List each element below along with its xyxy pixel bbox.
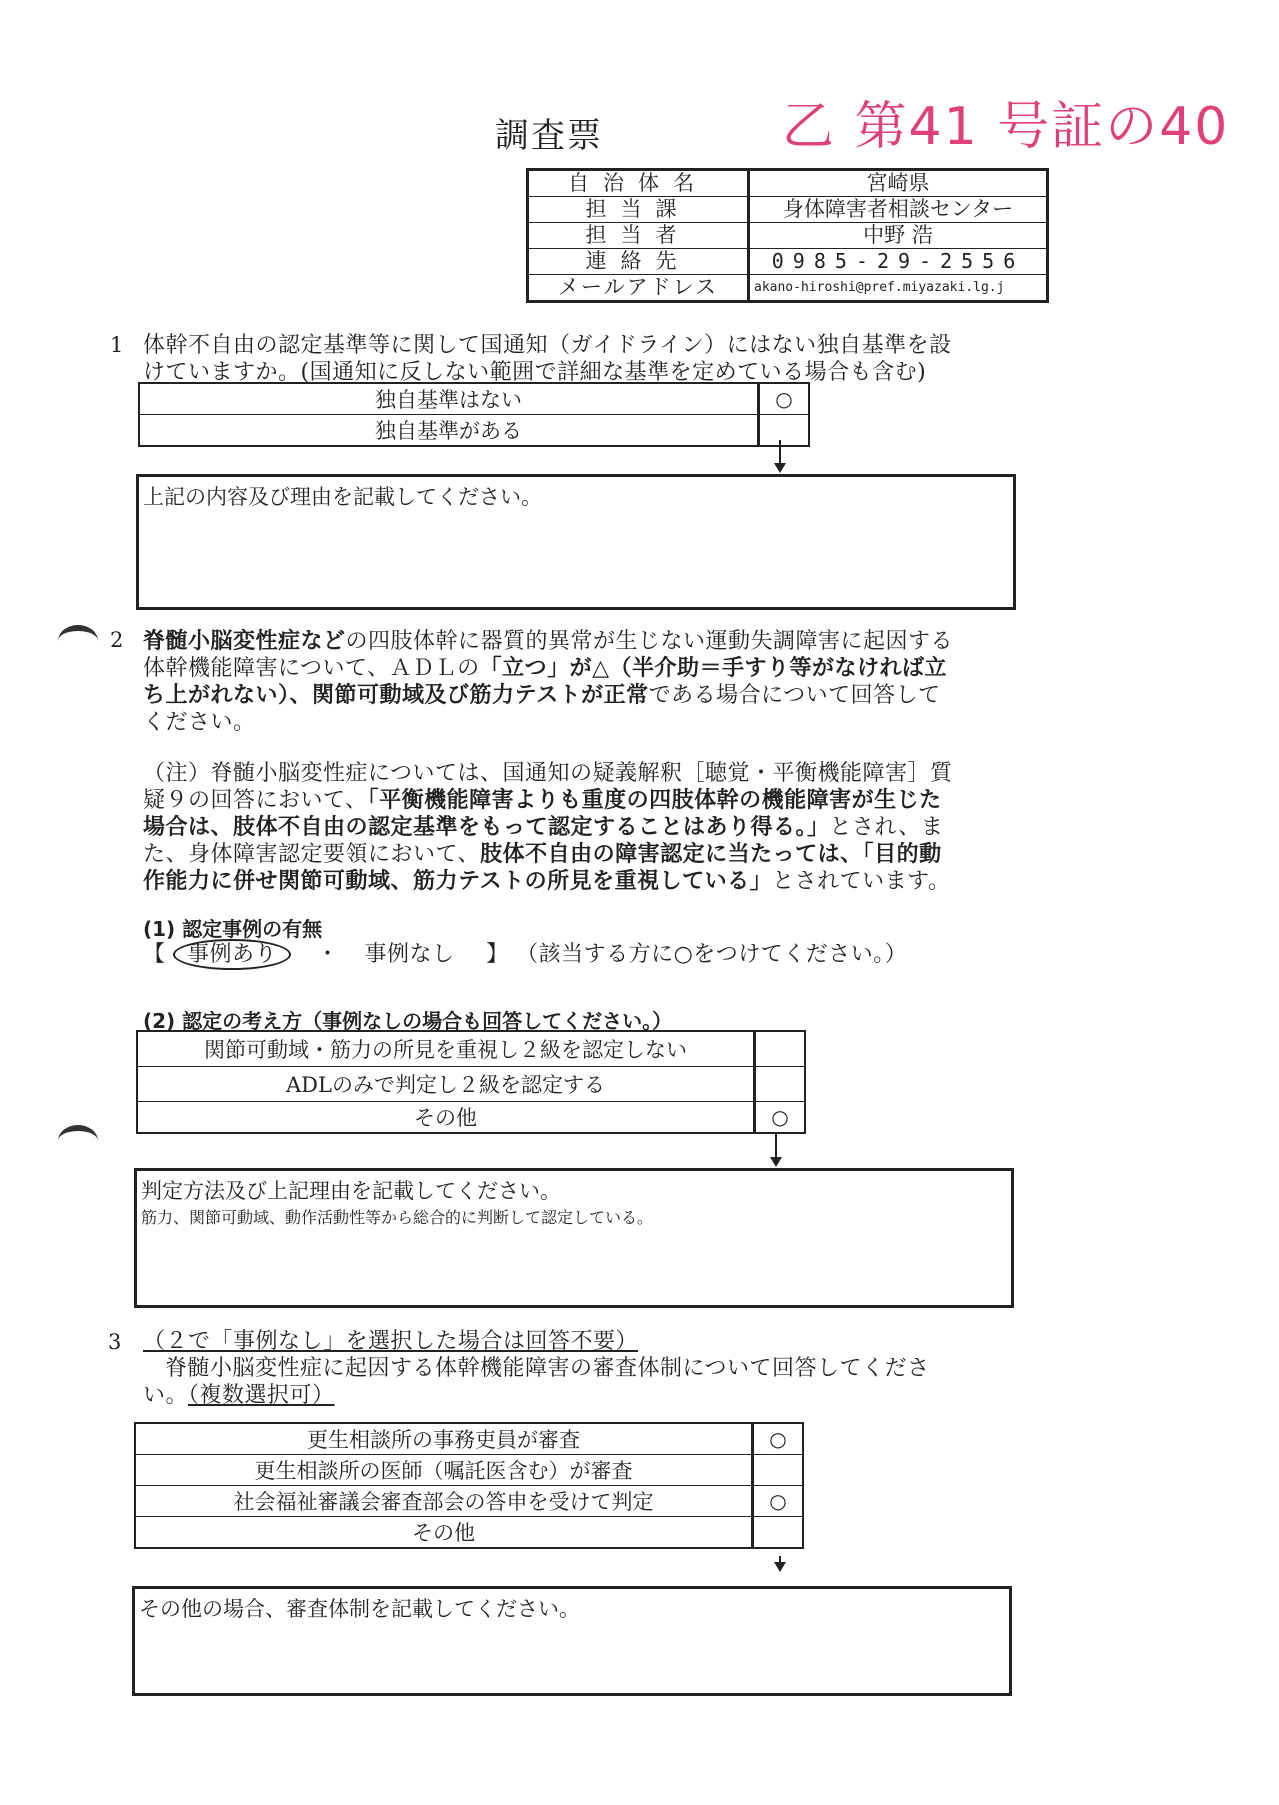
row-value: akano-hiroshi@pref.miyazaki.lg.j xyxy=(749,275,1048,302)
row-label: 担当者 xyxy=(528,223,749,249)
row-label: 担当課 xyxy=(528,197,749,223)
row-label: メールアドレス xyxy=(528,275,749,302)
bold-text: 肢体不自由の障害認定に当たっては、「目的動 xyxy=(480,841,942,867)
arrow-line xyxy=(779,440,781,464)
option-row[interactable] xyxy=(137,1067,805,1102)
page-title: 調査票 xyxy=(495,116,603,156)
note-line xyxy=(143,814,1013,841)
plain-text: た、身体障害認定要領において、 xyxy=(143,842,481,867)
question-text xyxy=(143,332,1013,386)
bold-text: 作能力に併せ関節可動域、筋力テストの所見を重視している」 xyxy=(143,868,773,894)
q1-answer-box[interactable] xyxy=(136,474,1016,610)
option-checkbox[interactable]: ○ xyxy=(753,1486,804,1517)
row-label: 自治体名 xyxy=(528,170,749,197)
bold-text: 「立つ」が△（半介助＝手すり等がなければ立 xyxy=(479,655,948,681)
question-line: （２で「事例なし」を選択した場合は回答不要） xyxy=(143,1329,639,1354)
table-row xyxy=(528,249,1048,275)
row-value: 宮崎県 xyxy=(749,170,1048,197)
question-line xyxy=(143,682,1013,709)
underlined-text: （複数選択可） xyxy=(188,1383,335,1408)
note-text xyxy=(143,760,1013,895)
q2-options-table xyxy=(136,1030,806,1134)
option-label: その他 xyxy=(137,1102,755,1134)
option-row[interactable] xyxy=(135,1423,803,1455)
exhibit-stamp: 乙 第41 号証の40 xyxy=(782,97,1230,157)
option-checkbox[interactable] xyxy=(753,1455,804,1486)
box-prompt: 上記の内容及び理由を記載してください。 xyxy=(143,485,542,509)
bold-text: 場合は、肢体不自由の認定基準をもって認定することはあり得る。」 xyxy=(143,814,830,840)
question-line: けていますか。(国通知に反しない範囲で詳細な基準を定めている場合も含む) xyxy=(143,360,927,385)
q2-answer-box[interactable] xyxy=(134,1168,1014,1308)
bold-text: 脊髄小脳変性症など xyxy=(143,628,346,654)
option-checkbox[interactable] xyxy=(755,1031,806,1067)
plain-text: とされ、ま xyxy=(829,815,944,840)
question-line: ください。 xyxy=(143,710,256,735)
option-label: 関節可動域・筋力の所見を重視し２級を認定しない xyxy=(137,1031,755,1067)
option-checkbox[interactable]: ○ xyxy=(755,1102,806,1134)
punch-hole-mark xyxy=(58,1125,98,1157)
option-row[interactable] xyxy=(137,1031,805,1067)
option-row[interactable] xyxy=(139,415,809,447)
row-label: 連絡先 xyxy=(528,249,749,275)
bracket-open: 【 xyxy=(143,942,166,967)
question-line xyxy=(143,1382,1013,1409)
question-line: 脊髄小脳変性症に起因する体幹機能障害の審査体制について回答してくださ xyxy=(165,1356,930,1381)
option-checkbox[interactable]: ○ xyxy=(753,1423,804,1455)
option-checkbox[interactable]: ○ xyxy=(759,383,810,415)
option-label: ADLのみで判定し２級を認定する xyxy=(137,1067,755,1102)
case-selection xyxy=(143,939,907,970)
option-label: 更生相談所の事務吏員が審査 xyxy=(135,1423,753,1455)
table-row xyxy=(528,197,1048,223)
arrow-down-icon xyxy=(770,1157,782,1167)
plain-text: 疑９の回答において、 xyxy=(143,788,368,813)
contact-info-table xyxy=(526,168,1049,303)
option-label: その他 xyxy=(135,1517,753,1549)
option-row[interactable] xyxy=(139,383,809,415)
row-value: 身体障害者相談センター xyxy=(749,197,1048,223)
arrow-down-icon xyxy=(774,1562,786,1572)
box-prompt: その他の場合、審査体制を記載してください。 xyxy=(139,1597,580,1621)
separator: ・ xyxy=(316,942,340,967)
instruction-text: （該当する方に○をつけてください。） xyxy=(516,942,908,967)
arrow-line xyxy=(775,1134,777,1158)
question-number: 2 xyxy=(110,628,124,652)
row-value: 中野 浩 xyxy=(749,223,1048,249)
note-line: （注）脊髄小脳変性症については、国通知の疑義解釈［聴覚・平衡機能障害］質 xyxy=(143,761,953,786)
plain-text: の四肢体幹に器質的異常が生じない運動失調障害に起因する xyxy=(345,629,954,654)
box-prompt: 判定方法及び上記理由を記載してください。 xyxy=(141,1179,561,1203)
question-line: 体幹不自由の認定基準等に関して国通知（ガイドライン）にはない独自基準を設 xyxy=(143,333,952,358)
option-row[interactable] xyxy=(135,1486,803,1517)
bold-text: ち上がれない）、関節可動域及び筋力テストが正常 xyxy=(143,682,649,708)
note-line xyxy=(143,787,1013,814)
bold-text: 「平衡機能障害よりも重度の四肢体幹の機能障害が生じた xyxy=(367,787,942,813)
plain-text: とされています。 xyxy=(772,869,951,894)
bracket-close: 】 xyxy=(486,942,509,967)
note-line xyxy=(143,841,1013,868)
subquestion-title: (1) 認定事例の有無 xyxy=(143,917,323,941)
question-text xyxy=(143,1328,1013,1409)
option-row[interactable] xyxy=(135,1517,803,1549)
option-row[interactable] xyxy=(135,1455,803,1486)
question-line xyxy=(143,628,1013,655)
table-row xyxy=(528,170,1048,197)
plain-text: である場合について回答して xyxy=(648,683,941,708)
arrow-down-icon xyxy=(774,463,786,473)
option-checkbox[interactable] xyxy=(755,1067,806,1102)
option-case-yes[interactable]: 事例あり xyxy=(173,939,291,970)
question-line xyxy=(143,655,1013,682)
plain-text: い。 xyxy=(143,1383,189,1408)
option-label: 更生相談所の医師（嘱託医含む）が審査 xyxy=(135,1455,753,1486)
option-checkbox[interactable] xyxy=(759,415,810,447)
table-row xyxy=(528,223,1048,249)
option-row[interactable] xyxy=(137,1102,805,1134)
table-row xyxy=(528,275,1048,302)
option-case-no[interactable]: 事例なし xyxy=(364,942,455,967)
question-text xyxy=(143,628,1013,736)
plain-text: 体幹機能障害について、ＡＤＬの xyxy=(143,656,480,681)
option-checkbox[interactable] xyxy=(753,1517,804,1549)
subquestion-title: (2) 認定の考え方（事例なしの場合も回答してください。） xyxy=(143,1009,673,1033)
option-label: 社会福祉審議会審査部会の答申を受けて判定 xyxy=(135,1486,753,1517)
q3-options-table xyxy=(134,1422,804,1549)
note-line xyxy=(143,868,1013,895)
q3-answer-box[interactable] xyxy=(132,1586,1012,1696)
question-number: 3 xyxy=(108,1330,122,1354)
row-value: 0985-29-2556 xyxy=(749,249,1048,275)
punch-hole-mark xyxy=(58,625,98,657)
box-answer: 筋力、関節可動域、動作活動性等から総合的に判断して認定している。 xyxy=(141,1208,654,1227)
q1-options-table xyxy=(138,382,810,447)
question-number: 1 xyxy=(110,333,124,357)
option-label: 独自基準はない xyxy=(139,383,759,415)
option-label: 独自基準がある xyxy=(139,415,759,447)
